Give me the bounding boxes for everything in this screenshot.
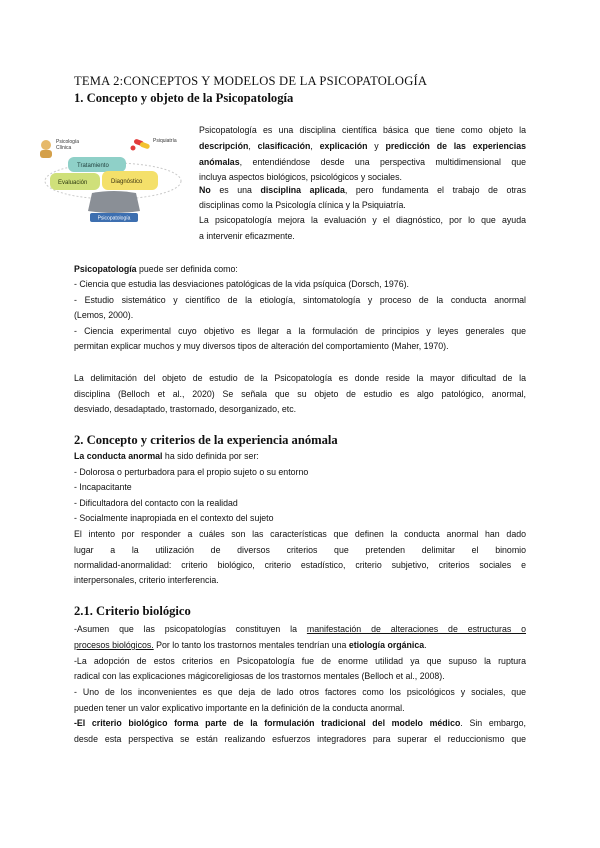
def-line-3: - Estudio sistemático y científico de la etiología, sintomatología y proceso de la conducta anormal [74,295,526,305]
intro-line-3: anómalas, entendiéndose desde una perspectiva multidimensional que [199,157,526,167]
figure-label-clinica: Clínica [56,145,72,151]
s21-line-1: -Asumen que las psicopatologías constituyen la manifestación de alteraciones de estructuras o [74,624,527,634]
s2-line-8: normalidad-anormalidad: criterio biológico, criterio estadístico, criterio subjetivo, criterios sociales e [74,560,526,570]
intro-line-5: No es una disciplina aplicada, pero fundamenta el trabajo de otras [199,185,526,195]
delim-line-3: desviado, desadaptado, trastornado, desorganizado, etc. [74,404,297,414]
intro-line-8: a intervenir eficazmente. [199,231,295,241]
s21-line-4: radical con las explicaciones mágicoreligiosas de los trastornos mentales (Belloch et al., 2008). [74,671,445,681]
def-line-5: - Ciencia experimental cuyo objetivo es llegar a la formulación de principios y leyes generales que [74,326,526,336]
figure-label-psicopatologia: Psicopatología [97,215,131,222]
s2-line-4: - Dificultadora del contacto con la realidad [74,498,238,508]
intro-line-7: La psicopatología mejora la evaluación y el diagnóstico, por lo que ayuda [199,215,526,225]
delim-line-2: disciplina (Belloch et al., 2020) Se señala que su objeto de estudio es algo patológico, anormal, [74,389,526,399]
clinic-person-icon [40,140,52,158]
s2-line-3: - Incapacitante [74,482,132,492]
psychopathology-diagram [34,131,192,231]
figure-label-diagnostico: Diagnóstico [111,179,143,185]
def-line-2: - Ciencia que estudia las desviaciones patológicas de la vida psíquica (Dorsch, 1976). [74,279,409,289]
stone-shape [88,191,140,213]
s21-line-5: - Uno de los inconvenientes es que deja de lado otros factores como los psicológicos y sociales, que [74,687,526,697]
s21-line-6: pueden tener un valor explicativo importante en la definición de la conducta anormal. [74,703,405,713]
s2-line-1: La conducta anormal ha sido definida por ser: [74,451,259,461]
def-line-1: Psicopatología puede ser definida como: [74,264,238,274]
figure-label-evaluacion: Evaluación [58,180,88,186]
figure-label-psiquiatria: Psiquiatría [153,138,177,144]
intro-line-6: disciplinas como la Psicología clínica y la Psiquiatría. [199,200,406,210]
section-2-1-heading: 2.1. Criterio biológico [74,604,191,618]
document-title: TEMA 2:CONCEPTOS Y MODELOS DE LA PSICOPATOLOGÍA [74,74,428,88]
s2-line-6: El intento por responder a cuáles son las características que definen la conducta anormal han dado [74,529,526,539]
delim-line-1: La delimitación del objeto de estudio de la Psicopatología es donde reside la mayor dificultad de la [74,373,526,383]
s21-line-2: procesos biológicos. Por lo tanto los trastornos mentales tendrían una etiología orgánica. [74,640,427,650]
pills-icon [131,138,151,150]
s2-line-2: - Dolorosa o perturbadora para el propio sujeto o su entorno [74,467,309,477]
section-2-heading: 2. Concepto y criterios de la experiencia anómala [74,433,338,447]
s21-line-8: desde esta perspectiva se están realizando esfuerzos integradores para superar el reduccionismo que [74,734,526,744]
s21-line-3: -La adopción de estos criterios en Psicopatología fue de enorme utilidad ya que supuso la ruptura [74,656,526,666]
def-line-4: (Lemos, 2000). [74,310,134,320]
section-1-heading: 1. Concepto y objeto de la Psicopatología [74,91,294,105]
s2-line-7: lugar a la utilización de diversos criterios que pretenden delimitar el binomio [74,545,526,555]
figure-label-tratamiento: Tratamiento [77,163,109,169]
s2-line-9: interpersonales, criterio interferencia. [74,575,219,585]
figure-label-psicologia: Psicología [56,139,80,145]
intro-line-1: Psicopatología es una disciplina científica básica que tiene como objeto la [199,125,526,135]
s2-line-5: - Socialmente inapropiada en el contexto del sujeto [74,513,274,523]
intro-line-2: descripción, clasificación, explicación y predicción de las experiencias [199,141,526,151]
def-line-6: permitan explicar muchos y muy diversos tipos de alteración del comportamiento (Maher, 1970). [74,341,449,351]
s21-line-7: -El criterio biológico forma parte de la formulación tradicional del modelo médico. Sin embargo, [74,718,526,728]
intro-line-4: incluya aspectos biológicos, psicológicos y sociales. [199,172,402,182]
